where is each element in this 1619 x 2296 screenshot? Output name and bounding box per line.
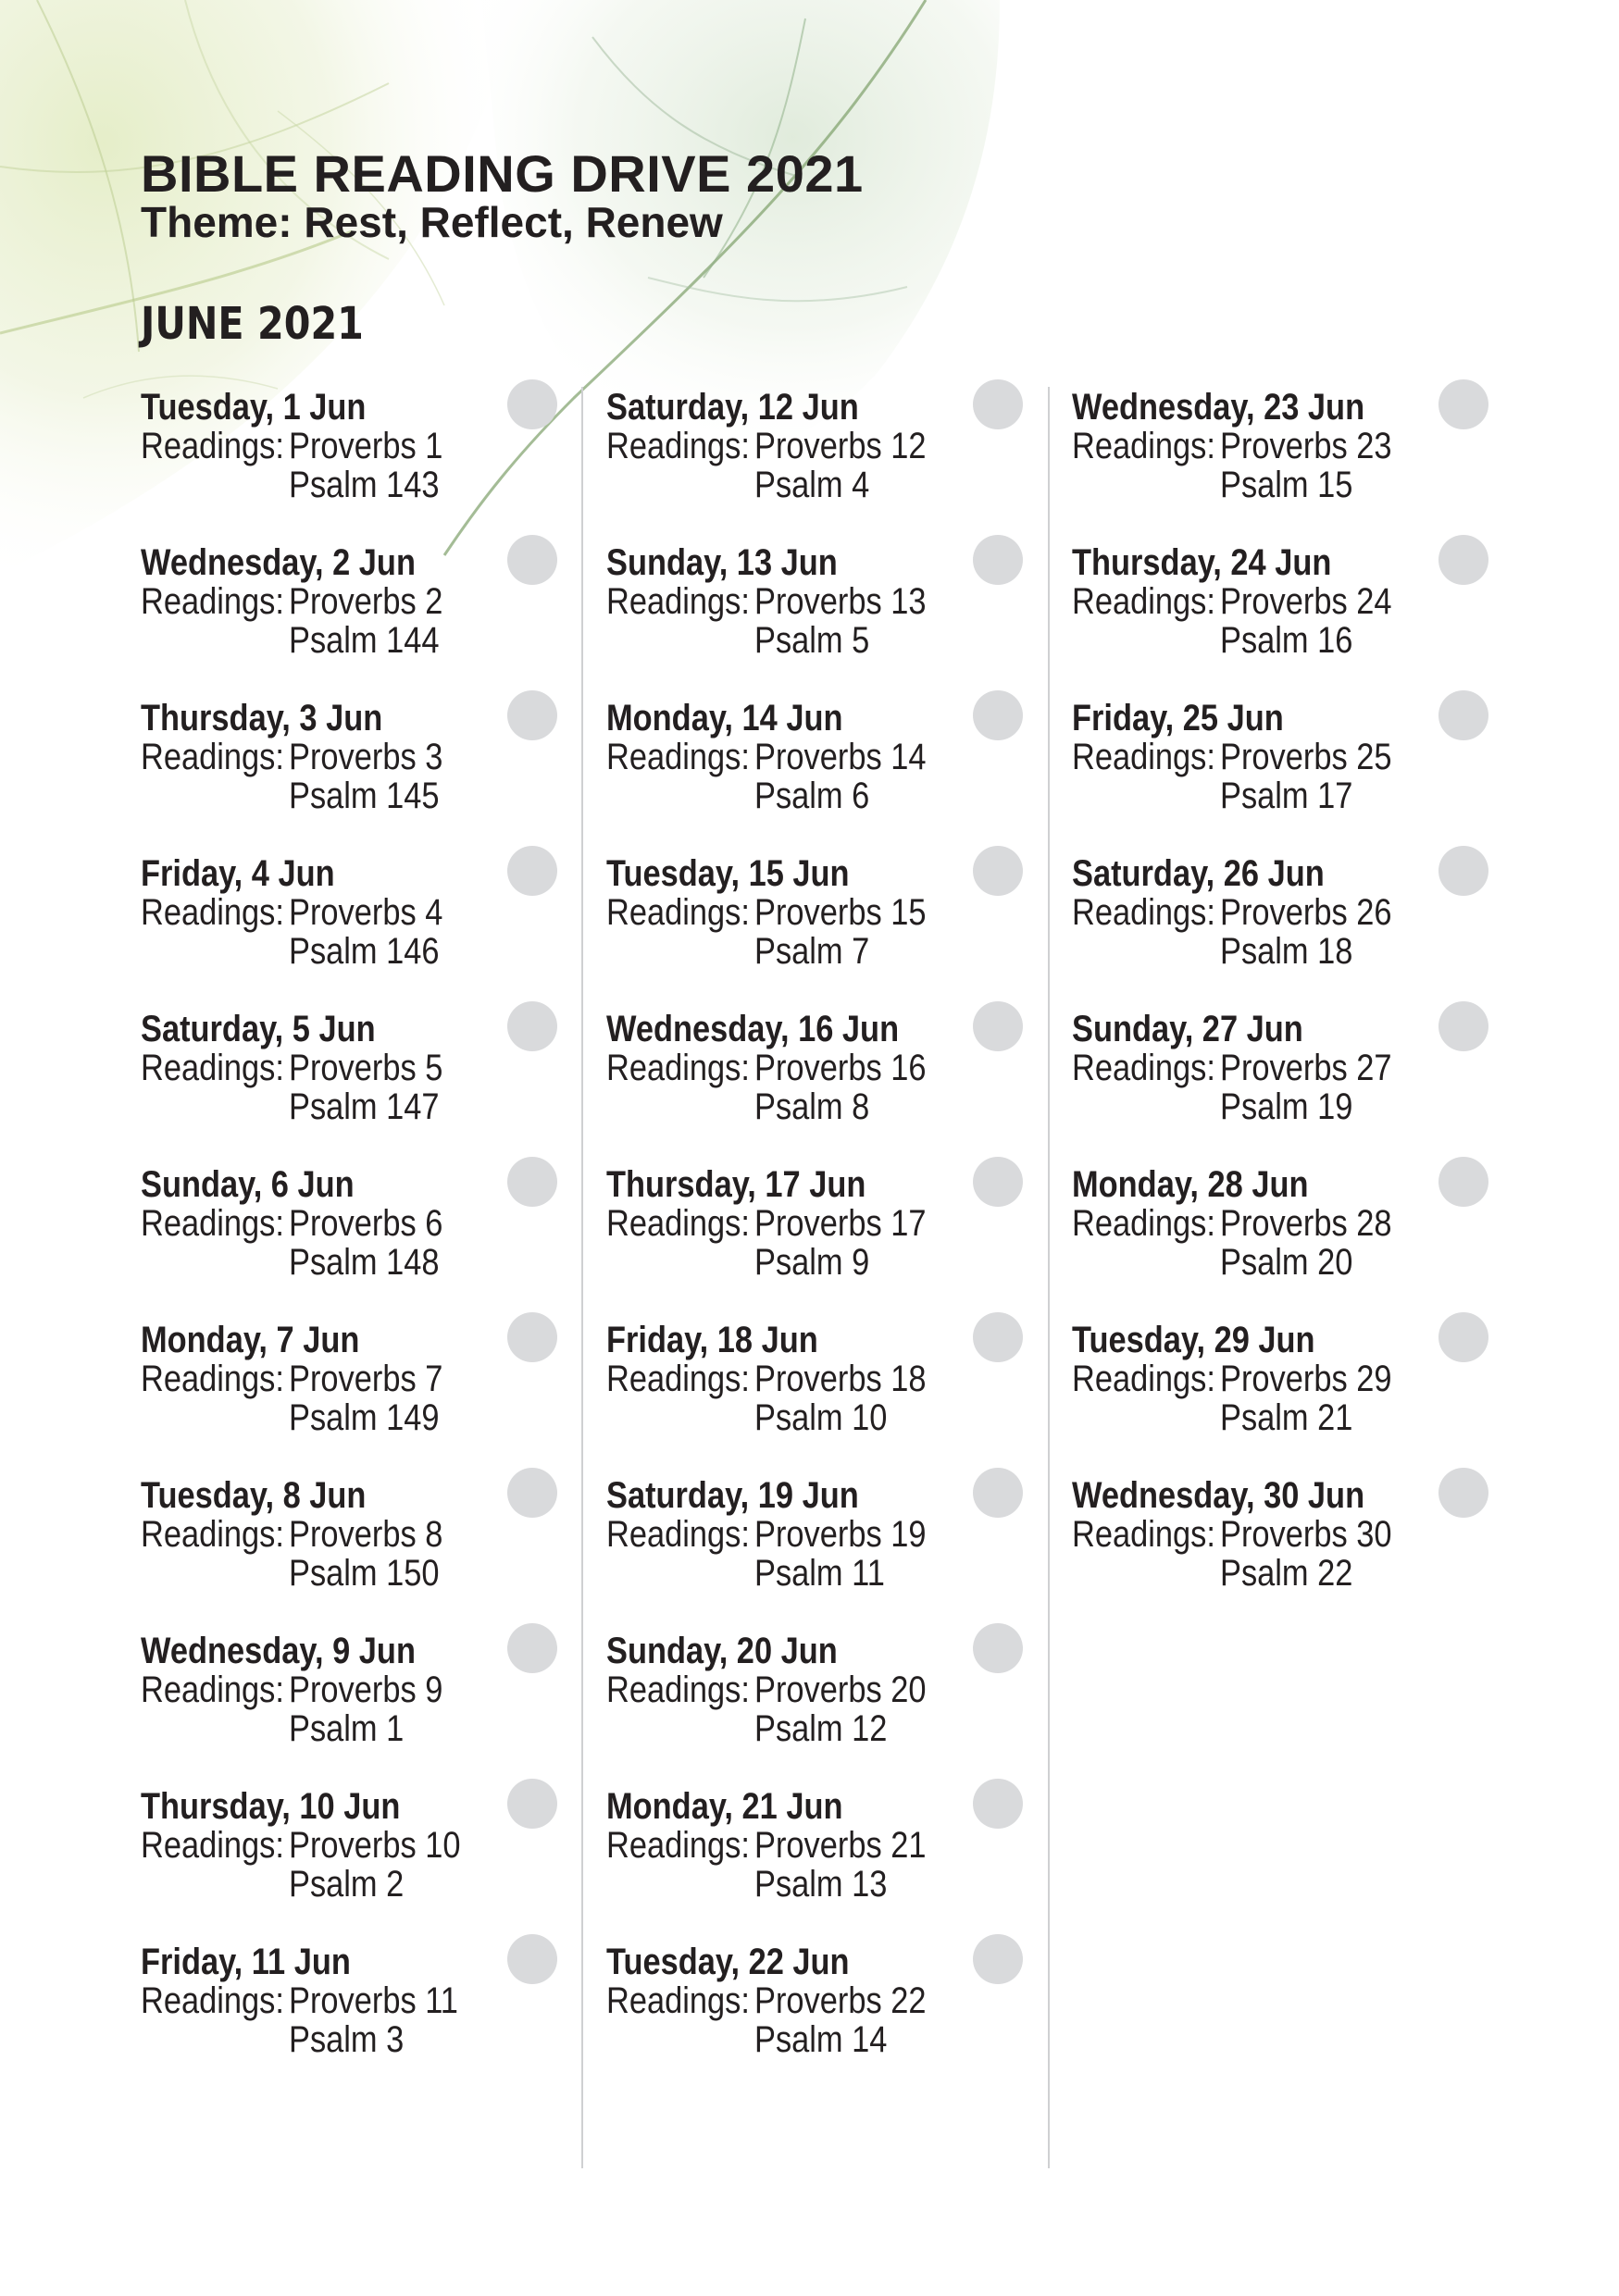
reading-entry xyxy=(141,1942,576,2090)
completion-checkbox[interactable] xyxy=(1438,535,1488,585)
page-title: BIBLE READING DRIVE 2021 xyxy=(141,144,864,203)
psalm-reading: Psalm 13 xyxy=(754,1864,888,1905)
reading-entry xyxy=(606,853,1041,1001)
readings-label: Readings: xyxy=(141,1980,284,2021)
reading-entry xyxy=(141,1164,576,1312)
column-divider xyxy=(1048,387,1050,2168)
completion-checkbox[interactable] xyxy=(507,690,557,740)
psalm-reading: Psalm 8 xyxy=(754,1086,870,1127)
entry-date: Friday, 18 Jun xyxy=(606,1320,818,1360)
entry-date: Tuesday, 1 Jun xyxy=(141,387,367,428)
proverbs-reading: Proverbs 6 xyxy=(289,1203,443,1244)
completion-checkbox[interactable] xyxy=(507,1001,557,1051)
completion-checkbox[interactable] xyxy=(973,1001,1023,1051)
completion-checkbox[interactable] xyxy=(507,1312,557,1362)
readings-label: Readings: xyxy=(1072,737,1215,777)
entry-date: Saturday, 12 Jun xyxy=(606,387,859,428)
proverbs-reading: Proverbs 8 xyxy=(289,1514,443,1555)
entry-date: Tuesday, 8 Jun xyxy=(141,1475,367,1516)
readings-label: Readings: xyxy=(1072,1048,1215,1088)
psalm-reading: Psalm 14 xyxy=(754,2019,888,2060)
reading-entry xyxy=(1072,1164,1507,1312)
entry-date: Sunday, 6 Jun xyxy=(141,1164,355,1205)
readings-label: Readings: xyxy=(606,1825,750,1866)
readings-label: Readings: xyxy=(1072,581,1215,622)
readings-label: Readings: xyxy=(606,426,750,466)
reading-entry xyxy=(606,698,1041,846)
completion-checkbox[interactable] xyxy=(507,1934,557,1984)
completion-checkbox[interactable] xyxy=(973,1779,1023,1829)
entry-date: Wednesday, 9 Jun xyxy=(141,1631,416,1671)
readings-label: Readings: xyxy=(606,1514,750,1555)
readings-label: Readings: xyxy=(141,1359,284,1399)
entry-date: Friday, 4 Jun xyxy=(141,853,335,894)
completion-checkbox[interactable] xyxy=(973,1157,1023,1207)
psalm-reading: Psalm 144 xyxy=(289,620,440,661)
readings-label: Readings: xyxy=(1072,1514,1215,1555)
proverbs-reading: Proverbs 29 xyxy=(1220,1359,1392,1399)
column-divider xyxy=(581,387,583,2168)
reading-entry xyxy=(141,1786,576,1934)
readings-label: Readings: xyxy=(606,1359,750,1399)
reading-entry xyxy=(606,1009,1041,1157)
completion-checkbox[interactable] xyxy=(507,846,557,896)
proverbs-reading: Proverbs 4 xyxy=(289,892,443,933)
completion-checkbox[interactable] xyxy=(973,1312,1023,1362)
proverbs-reading: Proverbs 21 xyxy=(754,1825,927,1866)
proverbs-reading: Proverbs 5 xyxy=(289,1048,443,1088)
psalm-reading: Psalm 4 xyxy=(754,465,870,505)
completion-checkbox[interactable] xyxy=(507,1623,557,1673)
entry-date: Monday, 14 Jun xyxy=(606,698,843,738)
entry-date: Wednesday, 23 Jun xyxy=(1072,387,1365,428)
completion-checkbox[interactable] xyxy=(507,1468,557,1518)
proverbs-reading: Proverbs 18 xyxy=(754,1359,927,1399)
reading-entry xyxy=(606,1164,1041,1312)
readings-label: Readings: xyxy=(606,737,750,777)
psalm-reading: Psalm 21 xyxy=(1220,1397,1353,1438)
psalm-reading: Psalm 3 xyxy=(289,2019,405,2060)
reading-entry xyxy=(141,853,576,1001)
proverbs-reading: Proverbs 14 xyxy=(754,737,927,777)
readings-label: Readings: xyxy=(606,1669,750,1710)
readings-label: Readings: xyxy=(141,1514,284,1555)
psalm-reading: Psalm 10 xyxy=(754,1397,888,1438)
proverbs-reading: Proverbs 1 xyxy=(289,426,443,466)
readings-label: Readings: xyxy=(606,1048,750,1088)
reading-entry xyxy=(1072,698,1507,846)
reading-entry xyxy=(606,542,1041,690)
completion-checkbox[interactable] xyxy=(1438,1468,1488,1518)
entry-date: Monday, 7 Jun xyxy=(141,1320,360,1360)
proverbs-reading: Proverbs 12 xyxy=(754,426,927,466)
psalm-reading: Psalm 22 xyxy=(1220,1553,1353,1594)
completion-checkbox[interactable] xyxy=(973,1468,1023,1518)
proverbs-reading: Proverbs 19 xyxy=(754,1514,927,1555)
completion-checkbox[interactable] xyxy=(1438,1312,1488,1362)
psalm-reading: Psalm 1 xyxy=(289,1708,405,1749)
psalm-reading: Psalm 146 xyxy=(289,931,440,972)
reading-entry xyxy=(1072,542,1507,690)
completion-checkbox[interactable] xyxy=(1438,379,1488,429)
psalm-reading: Psalm 11 xyxy=(754,1553,885,1594)
proverbs-reading: Proverbs 9 xyxy=(289,1669,443,1710)
entry-date: Wednesday, 2 Jun xyxy=(141,542,416,583)
proverbs-reading: Proverbs 10 xyxy=(289,1825,461,1866)
readings-label: Readings: xyxy=(141,426,284,466)
proverbs-reading: Proverbs 30 xyxy=(1220,1514,1392,1555)
readings-label: Readings: xyxy=(1072,892,1215,933)
reading-entry xyxy=(141,387,576,535)
reading-entry xyxy=(141,1475,576,1623)
psalm-reading: Psalm 6 xyxy=(754,776,870,816)
reading-entry xyxy=(141,1320,576,1468)
psalm-reading: Psalm 145 xyxy=(289,776,440,816)
reading-entry xyxy=(141,1631,576,1779)
entry-date: Monday, 21 Jun xyxy=(606,1786,843,1827)
readings-label: Readings: xyxy=(141,1669,284,1710)
psalm-reading: Psalm 148 xyxy=(289,1242,440,1283)
completion-checkbox[interactable] xyxy=(973,690,1023,740)
entry-date: Sunday, 13 Jun xyxy=(606,542,838,583)
reading-entry xyxy=(606,1475,1041,1623)
readings-label: Readings: xyxy=(141,1048,284,1088)
readings-label: Readings: xyxy=(1072,426,1215,466)
proverbs-reading: Proverbs 22 xyxy=(754,1980,927,2021)
reading-entry xyxy=(606,1786,1041,1934)
entry-date: Friday, 25 Jun xyxy=(1072,698,1284,738)
proverbs-reading: Proverbs 20 xyxy=(754,1669,927,1710)
proverbs-reading: Proverbs 27 xyxy=(1220,1048,1392,1088)
reading-entry xyxy=(1072,853,1507,1001)
reading-entry xyxy=(606,387,1041,535)
readings-label: Readings: xyxy=(1072,1203,1215,1244)
entry-date: Saturday, 5 Jun xyxy=(141,1009,376,1049)
psalm-reading: Psalm 18 xyxy=(1220,931,1353,972)
entry-date: Saturday, 26 Jun xyxy=(1072,853,1325,894)
reading-entry xyxy=(141,1009,576,1157)
proverbs-reading: Proverbs 16 xyxy=(754,1048,927,1088)
proverbs-reading: Proverbs 25 xyxy=(1220,737,1392,777)
psalm-reading: Psalm 2 xyxy=(289,1864,405,1905)
entry-date: Sunday, 27 Jun xyxy=(1072,1009,1303,1049)
readings-label: Readings: xyxy=(141,581,284,622)
month-heading: JUNE 2021 xyxy=(141,298,364,350)
proverbs-reading: Proverbs 15 xyxy=(754,892,927,933)
readings-label: Readings: xyxy=(141,1203,284,1244)
readings-label: Readings: xyxy=(1072,1359,1215,1399)
entry-date: Monday, 28 Jun xyxy=(1072,1164,1309,1205)
entry-date: Thursday, 10 Jun xyxy=(141,1786,401,1827)
psalm-reading: Psalm 20 xyxy=(1220,1242,1353,1283)
psalm-reading: Psalm 149 xyxy=(289,1397,440,1438)
reading-entry xyxy=(606,1942,1041,2090)
entry-date: Tuesday, 22 Jun xyxy=(606,1942,850,1982)
completion-checkbox[interactable] xyxy=(507,1779,557,1829)
psalm-reading: Psalm 143 xyxy=(289,465,440,505)
completion-checkbox[interactable] xyxy=(973,846,1023,896)
reading-entry xyxy=(606,1320,1041,1468)
psalm-reading: Psalm 16 xyxy=(1220,620,1353,661)
entry-date: Tuesday, 29 Jun xyxy=(1072,1320,1315,1360)
psalm-reading: Psalm 12 xyxy=(754,1708,888,1749)
completion-checkbox[interactable] xyxy=(1438,846,1488,896)
readings-label: Readings: xyxy=(606,581,750,622)
entry-date: Thursday, 3 Jun xyxy=(141,698,383,738)
readings-label: Readings: xyxy=(141,737,284,777)
reading-entry xyxy=(1072,387,1507,535)
completion-checkbox[interactable] xyxy=(1438,690,1488,740)
proverbs-reading: Proverbs 7 xyxy=(289,1359,443,1399)
completion-checkbox[interactable] xyxy=(507,379,557,429)
reading-entry xyxy=(1072,1475,1507,1623)
proverbs-reading: Proverbs 13 xyxy=(754,581,927,622)
readings-label: Readings: xyxy=(141,1825,284,1866)
proverbs-reading: Proverbs 28 xyxy=(1220,1203,1392,1244)
readings-label: Readings: xyxy=(606,892,750,933)
completion-checkbox[interactable] xyxy=(507,535,557,585)
proverbs-reading: Proverbs 24 xyxy=(1220,581,1392,622)
proverbs-reading: Proverbs 11 xyxy=(289,1980,458,2021)
entry-date: Thursday, 17 Jun xyxy=(606,1164,866,1205)
completion-checkbox[interactable] xyxy=(973,379,1023,429)
proverbs-reading: Proverbs 26 xyxy=(1220,892,1392,933)
reading-entry xyxy=(1072,1009,1507,1157)
psalm-reading: Psalm 147 xyxy=(289,1086,440,1127)
psalm-reading: Psalm 7 xyxy=(754,931,870,972)
entry-date: Wednesday, 30 Jun xyxy=(1072,1475,1365,1516)
entry-date: Wednesday, 16 Jun xyxy=(606,1009,900,1049)
completion-checkbox[interactable] xyxy=(507,1157,557,1207)
psalm-reading: Psalm 150 xyxy=(289,1553,440,1594)
entry-date: Friday, 11 Jun xyxy=(141,1942,351,1982)
completion-checkbox[interactable] xyxy=(973,535,1023,585)
psalm-reading: Psalm 15 xyxy=(1220,465,1353,505)
proverbs-reading: Proverbs 2 xyxy=(289,581,443,622)
completion-checkbox[interactable] xyxy=(1438,1157,1488,1207)
completion-checkbox[interactable] xyxy=(973,1934,1023,1984)
readings-label: Readings: xyxy=(606,1980,750,2021)
psalm-reading: Psalm 17 xyxy=(1220,776,1353,816)
proverbs-reading: Proverbs 23 xyxy=(1220,426,1392,466)
completion-checkbox[interactable] xyxy=(1438,1001,1488,1051)
proverbs-reading: Proverbs 17 xyxy=(754,1203,927,1244)
psalm-reading: Psalm 19 xyxy=(1220,1086,1353,1127)
readings-label: Readings: xyxy=(141,892,284,933)
page-subtitle-theme: Theme: Rest, Reflect, Renew xyxy=(141,198,723,246)
reading-entry xyxy=(1072,1320,1507,1468)
proverbs-reading: Proverbs 3 xyxy=(289,737,443,777)
psalm-reading: Psalm 9 xyxy=(754,1242,870,1283)
readings-label: Readings: xyxy=(606,1203,750,1244)
reading-entry xyxy=(141,542,576,690)
completion-checkbox[interactable] xyxy=(973,1623,1023,1673)
entry-date: Thursday, 24 Jun xyxy=(1072,542,1332,583)
entry-date: Sunday, 20 Jun xyxy=(606,1631,838,1671)
psalm-reading: Psalm 5 xyxy=(754,620,870,661)
reading-entry xyxy=(606,1631,1041,1779)
reading-entry xyxy=(141,698,576,846)
entry-date: Saturday, 19 Jun xyxy=(606,1475,859,1516)
entry-date: Tuesday, 15 Jun xyxy=(606,853,850,894)
